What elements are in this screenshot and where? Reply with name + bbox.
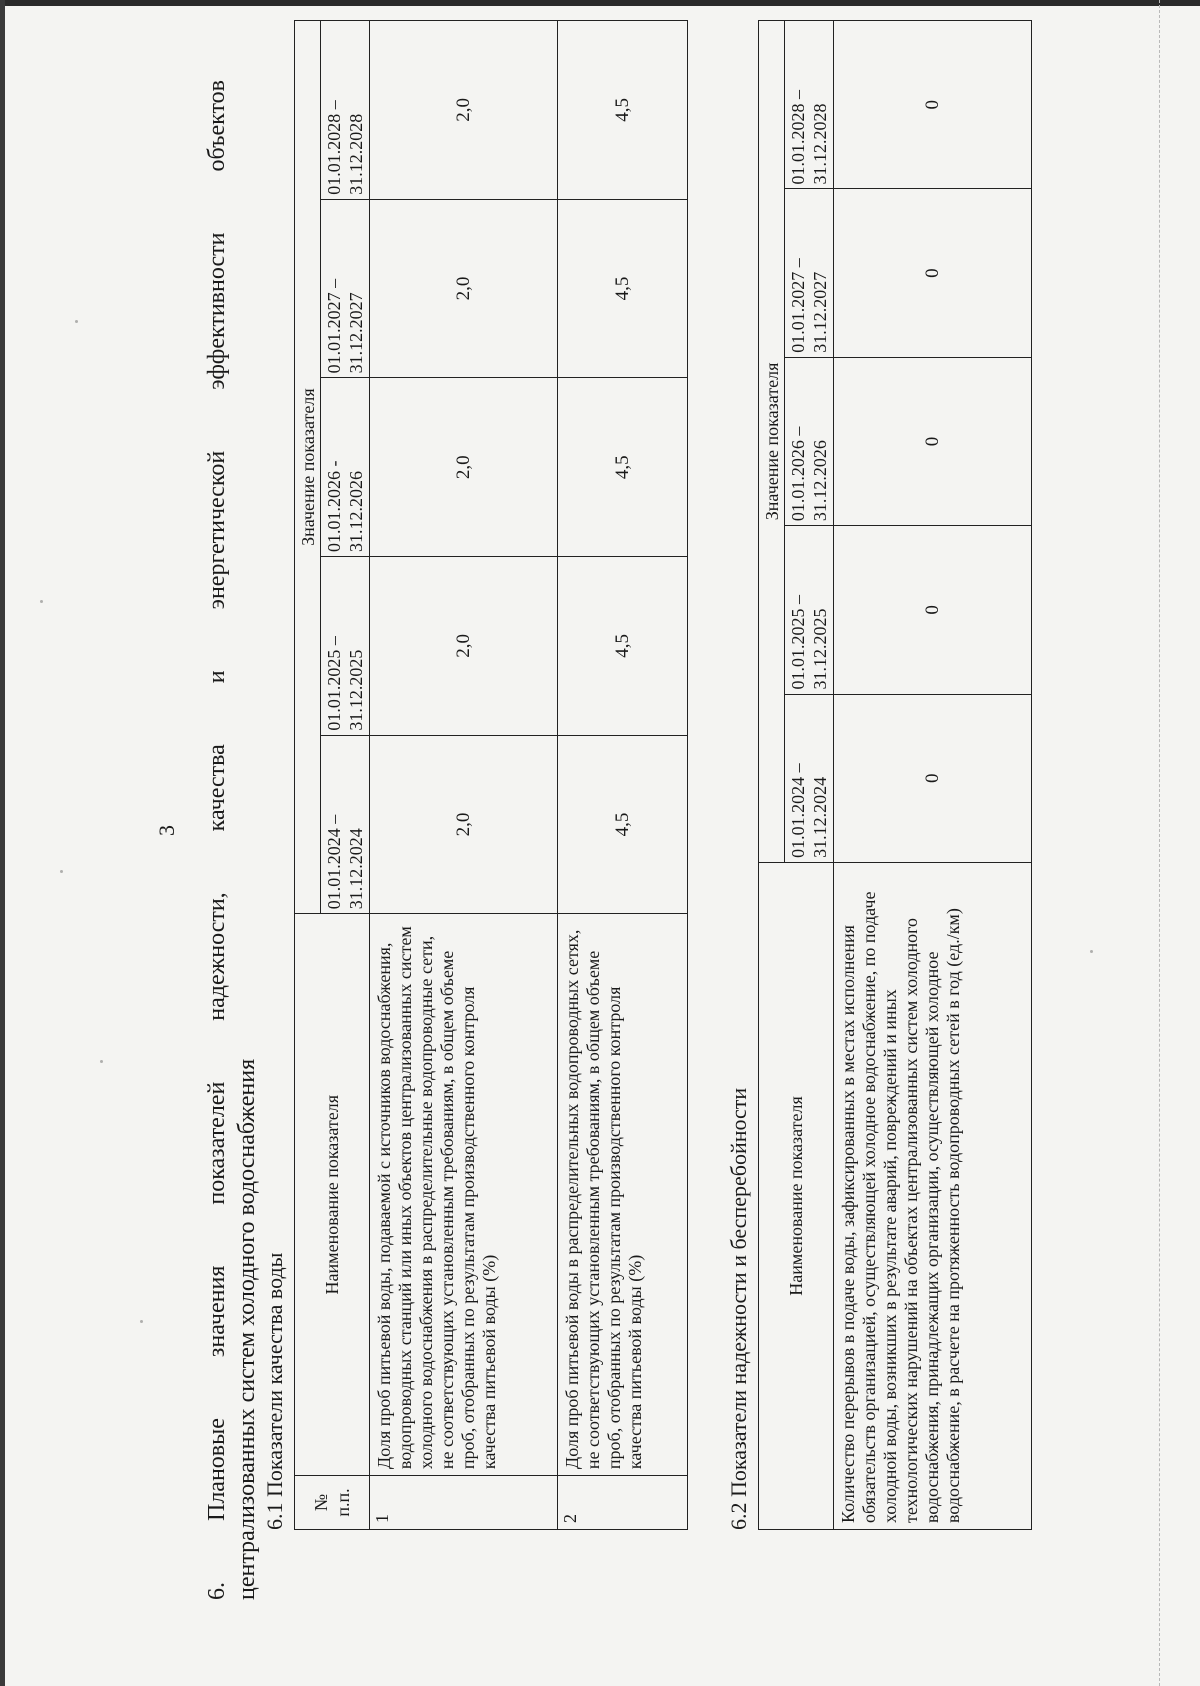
indicator-value: 2,0 bbox=[370, 21, 558, 200]
col-header-values-group: Значение показателя bbox=[295, 21, 321, 914]
indicator-value: 4,5 bbox=[558, 557, 688, 736]
table-row bbox=[834, 21, 1032, 1530]
col-header-name: Наименование показателя bbox=[295, 914, 370, 1476]
heading-word: показателей bbox=[204, 1081, 230, 1205]
subsection-title-reliability: 6.2 Показатели надежности и бесперебойности bbox=[726, 1087, 751, 1530]
col-header-period: 01.01.2024 – 31.12.2024 bbox=[321, 735, 370, 914]
indicator-value: 2,0 bbox=[370, 735, 558, 914]
indicator-value: 2,0 bbox=[370, 557, 558, 736]
table-row bbox=[558, 21, 688, 1530]
indicator-value: 0 bbox=[834, 694, 1032, 862]
heading-line-1 bbox=[202, 80, 232, 1600]
section-heading bbox=[202, 80, 262, 1600]
col-header-period: 01.01.2025 – 31.12.2025 bbox=[321, 557, 370, 736]
indicator-value: 2,0 bbox=[370, 378, 558, 557]
heading-word: энергетической bbox=[204, 450, 230, 610]
heading-word: Плановые bbox=[204, 1418, 230, 1521]
heading-word: надежности, bbox=[204, 892, 230, 1021]
col-header-period: 01.01.2026 – 31.12.2026 bbox=[785, 357, 834, 525]
indicator-value: 0 bbox=[834, 189, 1032, 357]
heading-word: качества bbox=[204, 744, 230, 832]
row-number: 1 bbox=[370, 1476, 558, 1530]
indicator-value: 2,0 bbox=[370, 199, 558, 378]
indicator-name: Количество перерывов в подаче воды, зафиксированных в местах исполнения обязательств организацией, осуществляющей холодное водоснабжение, по подаче холодной воды, возникших в результате аварий, повреждений и иных технологических нарушений на объектах централизованных систем холодного водоснабжения, принадлежащих организации, осуществляющей холодное водоснабжение, в расчете на протяженность водопроводных сетей в год (ед./км) bbox=[834, 862, 1032, 1529]
indicator-name: Доля проб питьевой воды в распределительных водопроводных сетях, не соответствующих установленным требованиям, в общем объеме проб, отобранных по результатам производственного контроля качества питьевой воды (%) bbox=[558, 914, 688, 1476]
col-header-period: 01.01.2027 – 31.12.2027 bbox=[785, 189, 834, 357]
heading-word: объектов bbox=[204, 80, 230, 172]
scan-top-edge bbox=[0, 0, 1200, 6]
heading-word: и bbox=[204, 670, 230, 684]
heading-word: эффективности bbox=[204, 232, 230, 390]
indicator-value: 4,5 bbox=[558, 378, 688, 557]
col-header-period: 01.01.2027 – 31.12.2027 bbox=[321, 199, 370, 378]
col-header-values-group: Значение показателя bbox=[759, 21, 785, 863]
heading-word: 6. bbox=[204, 1582, 230, 1600]
subsection-title-water-quality: 6.1 Показатели качества воды bbox=[262, 1252, 287, 1530]
rotated-page bbox=[20, 20, 1180, 1680]
reliability-table bbox=[758, 20, 1032, 1530]
indicator-value: 4,5 bbox=[558, 21, 688, 200]
heading-word: значения bbox=[204, 1265, 230, 1358]
col-header-period: 01.01.2028 – 31.12.2028 bbox=[785, 21, 834, 189]
indicator-value: 0 bbox=[834, 357, 1032, 525]
scan-left-edge bbox=[0, 0, 5, 1686]
col-header-number: № п.п. bbox=[295, 1476, 370, 1530]
indicator-name: Доля проб питьевой воды, подаваемой с источников водоснабжения, водопроводных станций или иных объектов централизованных систем холодного водоснабжения в распределительные водопроводные сети, не соответствующих установленным требованиям, в общем объеме проб, отобранных по результатам производственного контроля качества питьевой воды (%) bbox=[370, 914, 558, 1476]
col-header-period: 01.01.2028 – 31.12.2028 bbox=[321, 21, 370, 200]
row-number: 2 bbox=[558, 1476, 688, 1530]
col-header-period: 01.01.2025 – 31.12.2025 bbox=[785, 526, 834, 694]
page-number: 3 bbox=[154, 825, 179, 836]
indicator-value: 4,5 bbox=[558, 199, 688, 378]
heading-line-2: централизованных систем холодного водоснабжения bbox=[234, 1058, 260, 1600]
col-header-period: 01.01.2026 - 31.12.2026 bbox=[321, 378, 370, 557]
water-quality-table bbox=[294, 20, 688, 1530]
indicator-value: 4,5 bbox=[558, 735, 688, 914]
table-row bbox=[370, 21, 558, 1530]
col-header-name: Наименование показателя bbox=[759, 862, 834, 1529]
col-header-period: 01.01.2024 – 31.12.2024 bbox=[785, 694, 834, 862]
indicator-value: 0 bbox=[834, 21, 1032, 189]
indicator-value: 0 bbox=[834, 526, 1032, 694]
